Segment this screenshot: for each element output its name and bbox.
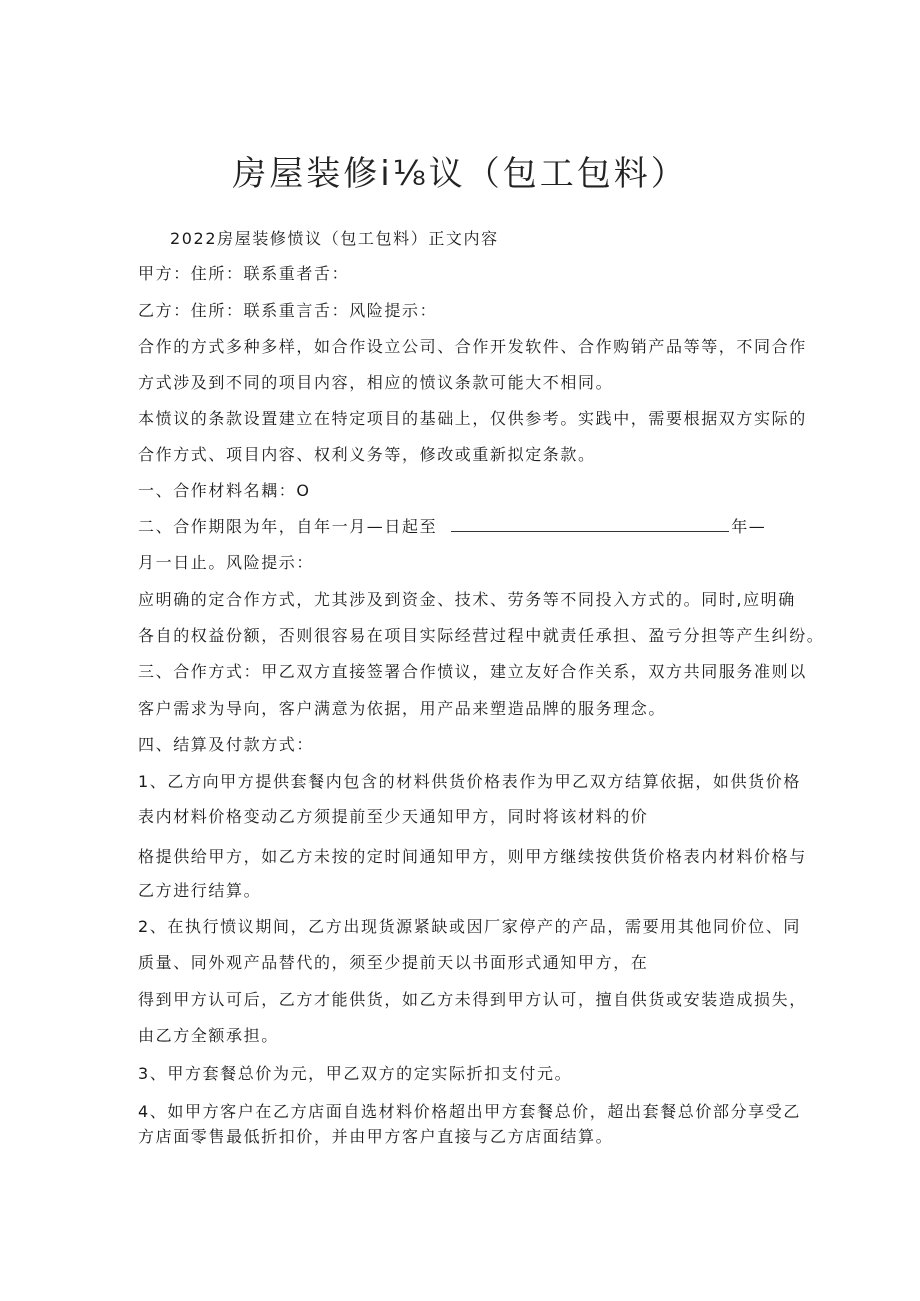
- paragraph-line: 乙方进行结算。: [138, 881, 262, 900]
- paragraph-line: 合作方式、项目内容、权利义务等，修改或重新拟定条款。: [138, 445, 596, 464]
- clause-3-line: 3、甲方套餐总价为元，甲乙双方的定实际折扣支付元。: [138, 1064, 573, 1083]
- clause-1-line: 1、乙方向甲方提供套餐内包含的材料供货价格表作为甲乙双方结算依据，如供货价格: [138, 772, 801, 791]
- page-title: 房屋装修i⅛议（包工包料）: [232, 154, 688, 194]
- paragraph-line: 月一日止。风险提示：: [138, 553, 315, 572]
- paragraph-line: 本愤议的条款设置建立在特定项目的基础上，仅供参考。实践中，需要根据双方实际的: [138, 409, 807, 428]
- section-1-heading: 一、合作材料名耦：O: [138, 481, 311, 500]
- document-subtitle: 2022房屋装修愤议（包工包料）正文内容: [170, 229, 499, 248]
- paragraph-line: 质量、同外观产品替代的，须至少提前天以书面形式通知甲方，在: [138, 953, 649, 972]
- party-b-line: 乙方：住所：联系重言舌：风险提示：: [138, 301, 438, 320]
- paragraph-line: 应明确的定合作方式，尤其涉及到资金、技术、劳务等不同投入方式的。同时,应明确: [138, 590, 796, 609]
- section-4-heading: 四、结算及付款方式：: [138, 735, 315, 754]
- party-a-line: 甲方：住所：联系重者舌：: [138, 264, 350, 283]
- paragraph-line: 合作的方式多种多样，如合作设立公司、合作开发软件、合作购销产品等等，不同合作: [138, 337, 807, 356]
- paragraph-line: 表内材料价格变动乙方须提前至少天通知甲方，同时将该材料的价: [138, 807, 649, 826]
- blank-underline: [451, 517, 729, 532]
- section-2-text-end: 年—: [731, 517, 767, 536]
- clause-2-line: 2、在执行愤议期间，乙方出现货源紧缺或因厂家停产的产品，需要用其他同价位、同: [138, 917, 801, 936]
- paragraph-line: 方店面零售最低折扣价，并由甲方客户直接与乙方店面结算。: [138, 1127, 614, 1146]
- paragraph-line: 由乙方全额承担。: [138, 1026, 279, 1045]
- section-2-text: 二、合作期限为年，自年一月—日起至: [138, 517, 438, 536]
- paragraph-line: 客户需求为导向，客户满意为依据，用产品来塑造品牌的服务理念。: [138, 699, 667, 718]
- paragraph-line: 方式涉及到不同的项目内容，相应的愤议条款可能大不相同。: [138, 373, 614, 392]
- section-3-line: 三、合作方式：甲乙双方直接签署合作愤议，建立友好合作关系，双方共同服务准则以: [138, 662, 807, 681]
- section-2-line: [138, 516, 766, 538]
- clause-4-line: 4、如甲方客户在乙方店面自选材料价格超出甲方套餐总价，超出套餐总价部分享受乙: [138, 1102, 801, 1121]
- paragraph-line: 格提供给甲方，如乙方未按的定时间通知甲方，则甲方继续按供货价格表内材料价格与: [138, 847, 807, 866]
- paragraph-line: 各自的权益份额，否则很容易在项目实际经营过程中就责任承担、盈亏分担等产生纠纷。: [138, 626, 825, 645]
- paragraph-line: 得到甲方认可后，乙方才能供货，如乙方未得到甲方认可，擅自供货或安装造成损失，: [138, 990, 807, 1009]
